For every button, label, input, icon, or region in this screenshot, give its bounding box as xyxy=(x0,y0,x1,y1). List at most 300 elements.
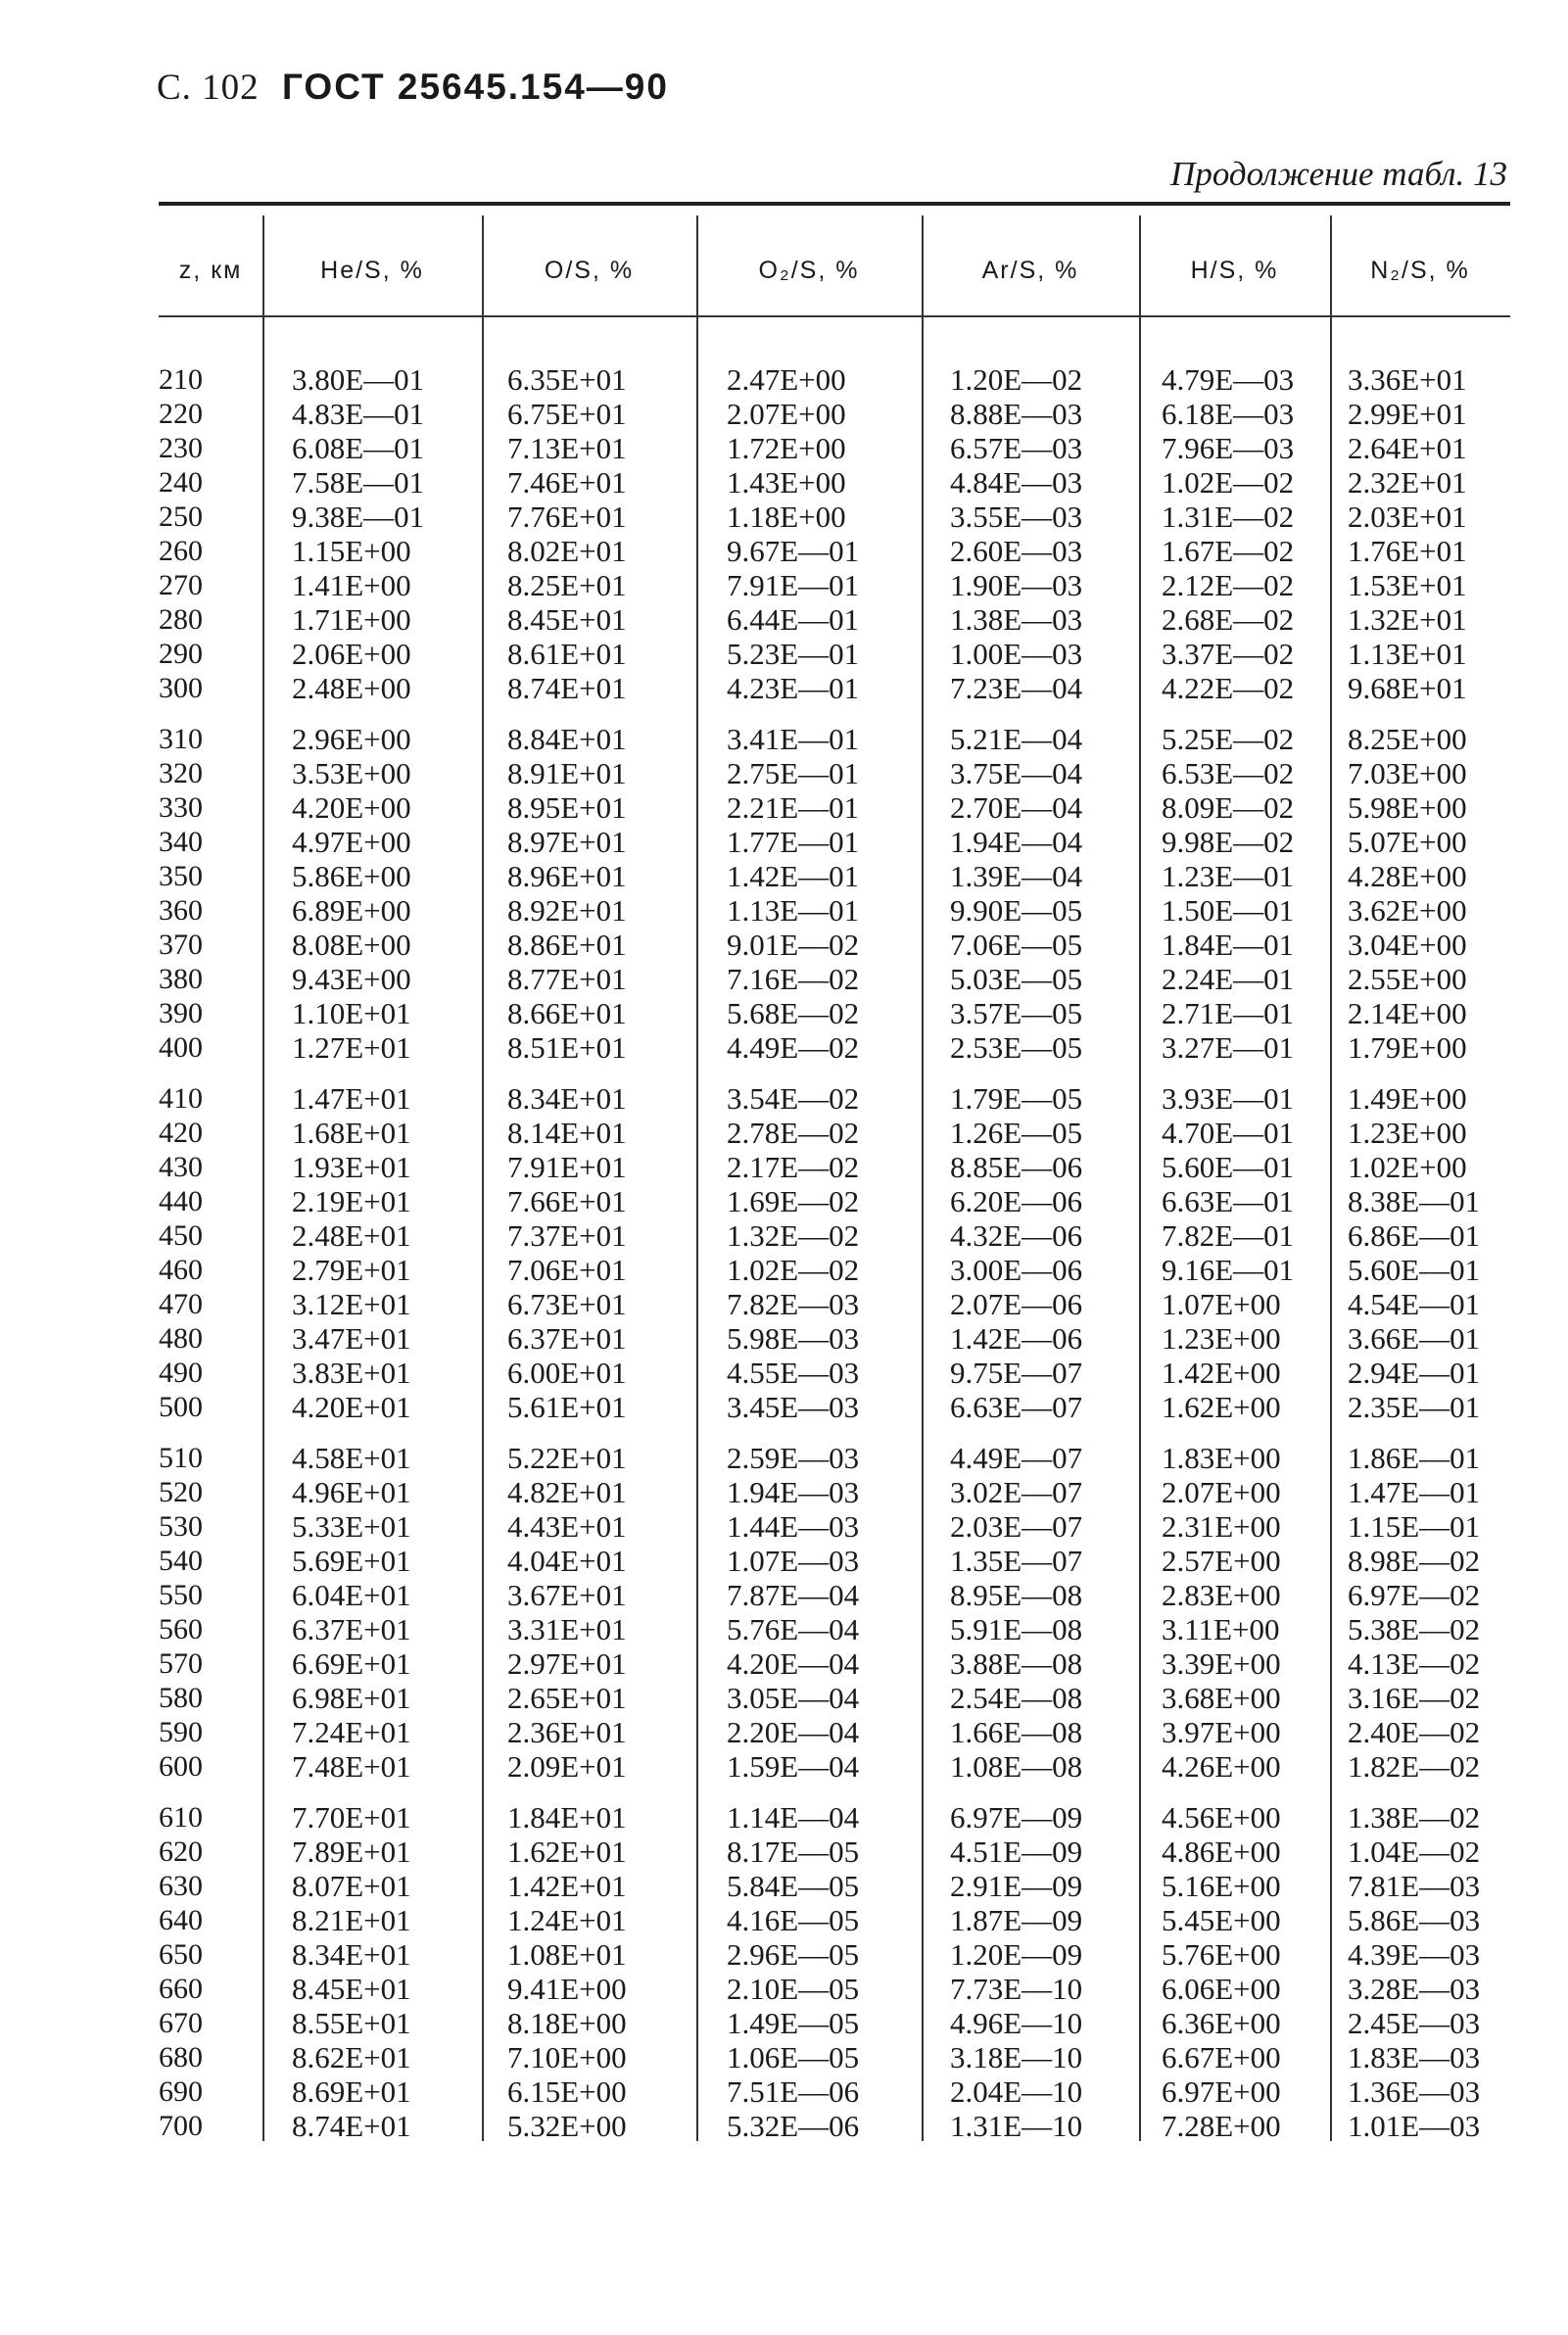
value-cell: 6.37E+01 xyxy=(507,1321,627,1356)
value-cell: 3.02E—07 xyxy=(950,1475,1083,1509)
altitude-cell: 240 xyxy=(159,466,203,499)
table-row xyxy=(159,671,1510,705)
value-cell: 1.84E+01 xyxy=(507,1800,627,1835)
value-cell: 4.83E—01 xyxy=(292,397,425,431)
value-cell: 7.06E—05 xyxy=(950,928,1083,962)
value-cell: 8.25E+00 xyxy=(1348,722,1467,756)
value-cell: 1.01E—03 xyxy=(1348,2109,1481,2143)
value-cell: 8.84E+01 xyxy=(507,722,627,756)
table-row xyxy=(159,893,1510,928)
altitude-cell: 690 xyxy=(159,2075,203,2108)
value-cell: 6.75E+01 xyxy=(507,397,627,431)
value-cell: 8.61E+01 xyxy=(507,637,627,671)
value-cell: 1.24E+01 xyxy=(507,1903,627,1937)
value-cell: 8.34E+01 xyxy=(507,1081,627,1116)
value-cell: 2.65E+01 xyxy=(507,1681,627,1715)
value-cell: 6.67E+00 xyxy=(1162,2040,1281,2074)
value-cell: 1.53E+01 xyxy=(1348,568,1467,602)
value-cell: 1.79E+00 xyxy=(1348,1030,1467,1065)
value-cell: 5.07E+00 xyxy=(1348,825,1467,859)
table-row xyxy=(159,790,1510,825)
table-row xyxy=(159,1150,1510,1184)
value-cell: 4.13E—02 xyxy=(1348,1646,1481,1681)
table-row xyxy=(159,1184,1510,1218)
table-row xyxy=(159,568,1510,602)
value-cell: 2.48E+01 xyxy=(292,1218,411,1253)
table-row xyxy=(159,1544,1510,1578)
value-cell: 7.10E+00 xyxy=(507,2040,627,2074)
value-cell: 7.03E+00 xyxy=(1348,756,1467,790)
value-cell: 6.20E—06 xyxy=(950,1184,1083,1218)
table-row xyxy=(159,2074,1510,2109)
value-cell: 2.09E+01 xyxy=(507,1749,627,1784)
altitude-cell: 520 xyxy=(159,1476,203,1508)
table-top-rule xyxy=(159,202,1510,206)
value-cell: 4.20E—04 xyxy=(727,1646,860,1681)
value-cell: 1.31E—10 xyxy=(950,2109,1083,2143)
value-cell: 2.96E+00 xyxy=(292,722,411,756)
altitude-cell: 530 xyxy=(159,1510,203,1543)
altitude-cell: 300 xyxy=(159,672,203,704)
altitude-cell: 620 xyxy=(159,1835,203,1868)
value-cell: 1.94E—03 xyxy=(727,1475,860,1509)
value-cell: 1.35E—07 xyxy=(950,1544,1083,1578)
value-cell: 2.35E—01 xyxy=(1348,1390,1481,1424)
value-cell: 3.55E—03 xyxy=(950,500,1083,534)
value-cell: 1.15E+00 xyxy=(292,534,411,568)
value-cell: 2.64E+01 xyxy=(1348,431,1467,465)
value-cell: 1.93E+01 xyxy=(292,1150,411,1184)
altitude-cell: 270 xyxy=(159,569,203,601)
table-row xyxy=(159,2109,1510,2143)
value-cell: 2.03E—07 xyxy=(950,1509,1083,1544)
value-cell: 1.00E—03 xyxy=(950,637,1083,671)
value-cell: 6.69E+01 xyxy=(292,1646,411,1681)
table-row xyxy=(159,1869,1510,1903)
value-cell: 3.62E+00 xyxy=(1348,893,1467,928)
value-cell: 4.28E+00 xyxy=(1348,859,1467,893)
value-cell: 4.16E—05 xyxy=(727,1903,860,1937)
value-cell: 3.80E—01 xyxy=(292,362,425,397)
value-cell: 5.38E—02 xyxy=(1348,1612,1481,1646)
value-cell: 3.83E+01 xyxy=(292,1356,411,1390)
value-cell: 4.79E—03 xyxy=(1162,362,1295,397)
value-cell: 1.07E—03 xyxy=(727,1544,860,1578)
value-cell: 8.86E+01 xyxy=(507,928,627,962)
value-cell: 4.43E+01 xyxy=(507,1509,627,1544)
value-cell: 4.82E+01 xyxy=(507,1475,627,1509)
value-cell: 4.32E—06 xyxy=(950,1218,1083,1253)
value-cell: 8.02E+01 xyxy=(507,534,627,568)
value-cell: 8.17E—05 xyxy=(727,1835,860,1869)
value-cell: 3.37E—02 xyxy=(1162,637,1295,671)
value-cell: 5.21E—04 xyxy=(950,722,1083,756)
value-cell: 6.63E—07 xyxy=(950,1390,1083,1424)
value-cell: 8.21E+01 xyxy=(292,1903,411,1937)
value-cell: 2.96E—05 xyxy=(727,1937,860,1972)
value-cell: 3.97E+00 xyxy=(1162,1715,1281,1749)
value-cell: 6.97E+00 xyxy=(1162,2074,1281,2109)
value-cell: 1.26E—05 xyxy=(950,1116,1083,1150)
value-cell: 5.76E+00 xyxy=(1162,1937,1281,1972)
data-table xyxy=(159,202,1510,2141)
value-cell: 1.04E—02 xyxy=(1348,1835,1481,1869)
value-cell: 3.00E—06 xyxy=(950,1253,1083,1287)
altitude-cell: 540 xyxy=(159,1545,203,1577)
altitude-cell: 550 xyxy=(159,1579,203,1611)
table-row xyxy=(159,431,1510,465)
value-cell: 4.70E—01 xyxy=(1162,1116,1295,1150)
table-row xyxy=(159,1030,1510,1065)
value-cell: 2.03E+01 xyxy=(1348,500,1467,534)
value-cell: 2.75E—01 xyxy=(727,756,860,790)
value-cell: 5.98E+00 xyxy=(1348,790,1467,825)
value-cell: 9.67E—01 xyxy=(727,534,860,568)
value-cell: 1.49E—05 xyxy=(727,2006,860,2040)
value-cell: 4.22E—02 xyxy=(1162,671,1295,705)
value-cell: 2.31E+00 xyxy=(1162,1509,1281,1544)
value-cell: 9.98E—02 xyxy=(1162,825,1295,859)
value-cell: 2.79E+01 xyxy=(292,1253,411,1287)
value-cell: 8.97E+01 xyxy=(507,825,627,859)
value-cell: 1.49E+00 xyxy=(1348,1081,1467,1116)
value-cell: 2.70E—04 xyxy=(950,790,1083,825)
value-cell: 6.37E+01 xyxy=(292,1612,411,1646)
table-row xyxy=(159,602,1510,637)
table-row xyxy=(159,1321,1510,1356)
altitude-cell: 210 xyxy=(159,363,203,396)
altitude-cell: 340 xyxy=(159,826,203,858)
value-cell: 1.62E+01 xyxy=(507,1835,627,1869)
altitude-cell: 560 xyxy=(159,1613,203,1645)
value-cell: 1.47E+01 xyxy=(292,1081,411,1116)
value-cell: 5.91E—08 xyxy=(950,1612,1083,1646)
value-cell: 3.36E+01 xyxy=(1348,362,1467,397)
page-number: С. 102 xyxy=(157,68,260,108)
value-cell: 1.13E+01 xyxy=(1348,637,1467,671)
value-cell: 7.89E+01 xyxy=(292,1835,411,1869)
value-cell: 8.07E+01 xyxy=(292,1869,411,1903)
value-cell: 6.73E+01 xyxy=(507,1287,627,1321)
value-cell: 1.07E+00 xyxy=(1162,1287,1281,1321)
value-cell: 7.66E+01 xyxy=(507,1184,627,1218)
value-cell: 1.39E—04 xyxy=(950,859,1083,893)
value-cell: 1.68E+01 xyxy=(292,1116,411,1150)
table-row xyxy=(159,397,1510,431)
value-cell: 1.23E+00 xyxy=(1348,1116,1467,1150)
table-row xyxy=(159,1509,1510,1544)
column-header: z, км xyxy=(178,257,243,284)
value-cell: 3.05E—04 xyxy=(727,1681,860,1715)
value-cell: 5.32E+00 xyxy=(507,2109,627,2143)
value-cell: 8.95E—08 xyxy=(950,1578,1083,1612)
value-cell: 1.42E—01 xyxy=(727,859,860,893)
value-cell: 4.55E—03 xyxy=(727,1356,860,1390)
value-cell: 3.45E—03 xyxy=(727,1390,860,1424)
altitude-cell: 700 xyxy=(159,2110,203,2142)
altitude-cell: 570 xyxy=(159,1647,203,1680)
value-cell: 8.88E—03 xyxy=(950,397,1083,431)
value-cell: 1.66E—08 xyxy=(950,1715,1083,1749)
value-cell: 5.84E—05 xyxy=(727,1869,860,1903)
value-cell: 2.07E—06 xyxy=(950,1287,1083,1321)
value-cell: 5.60E—01 xyxy=(1348,1253,1481,1287)
table-row xyxy=(159,1715,1510,1749)
table-row xyxy=(159,1287,1510,1321)
altitude-cell: 230 xyxy=(159,432,203,464)
table-row xyxy=(159,362,1510,397)
altitude-cell: 260 xyxy=(159,535,203,567)
value-cell: 8.98E—02 xyxy=(1348,1544,1481,1578)
value-cell: 8.08E+00 xyxy=(292,928,411,962)
value-cell: 6.15E+00 xyxy=(507,2074,627,2109)
value-cell: 1.42E+01 xyxy=(507,1869,627,1903)
altitude-cell: 480 xyxy=(159,1322,203,1355)
altitude-cell: 660 xyxy=(159,1973,203,2005)
value-cell: 9.90E—05 xyxy=(950,893,1083,928)
table-row xyxy=(159,1390,1510,1424)
altitude-cell: 390 xyxy=(159,997,203,1029)
value-cell: 2.78E—02 xyxy=(727,1116,860,1150)
value-cell: 4.84E—03 xyxy=(950,465,1083,500)
value-cell: 5.45E+00 xyxy=(1162,1903,1281,1937)
value-cell: 7.73E—10 xyxy=(950,1972,1083,2006)
table-row xyxy=(159,1749,1510,1784)
value-cell: 1.10E+01 xyxy=(292,996,411,1030)
value-cell: 8.38E—01 xyxy=(1348,1184,1481,1218)
value-cell: 4.23E—01 xyxy=(727,671,860,705)
altitude-cell: 600 xyxy=(159,1750,203,1783)
value-cell: 6.89E+00 xyxy=(292,893,411,928)
table-row xyxy=(159,1937,1510,1972)
value-cell: 5.86E—03 xyxy=(1348,1903,1481,1937)
value-cell: 8.96E+01 xyxy=(507,859,627,893)
value-cell: 5.76E—04 xyxy=(727,1612,860,1646)
column-header: Ar/S, % xyxy=(981,257,1079,284)
value-cell: 6.57E—03 xyxy=(950,431,1083,465)
value-cell: 7.46E+01 xyxy=(507,465,627,500)
value-cell: 5.16E+00 xyxy=(1162,1869,1281,1903)
value-cell: 7.48E+01 xyxy=(292,1749,411,1784)
value-cell: 7.51E—06 xyxy=(727,2074,860,2109)
column-header: He/S, % xyxy=(320,257,424,284)
value-cell: 9.75E—07 xyxy=(950,1356,1083,1390)
value-cell: 3.53E+00 xyxy=(292,756,411,790)
table-row xyxy=(159,1356,1510,1390)
value-cell: 4.54E—01 xyxy=(1348,1287,1481,1321)
value-cell: 4.56E+00 xyxy=(1162,1800,1281,1835)
table-row xyxy=(159,1441,1510,1475)
altitude-cell: 290 xyxy=(159,638,203,670)
value-cell: 7.23E—04 xyxy=(950,671,1083,705)
value-cell: 7.91E—01 xyxy=(727,568,860,602)
value-cell: 6.18E—03 xyxy=(1162,397,1295,431)
value-cell: 6.53E—02 xyxy=(1162,756,1295,790)
value-cell: 3.67E+01 xyxy=(507,1578,627,1612)
value-cell: 3.11E+00 xyxy=(1162,1612,1280,1646)
value-cell: 3.66E—01 xyxy=(1348,1321,1481,1356)
value-cell: 1.62E+00 xyxy=(1162,1390,1281,1424)
value-cell: 1.71E+00 xyxy=(292,602,411,637)
value-cell: 3.41E—01 xyxy=(727,722,860,756)
value-cell: 6.86E—01 xyxy=(1348,1218,1481,1253)
column-header: H/S, % xyxy=(1190,257,1279,284)
value-cell: 6.44E—01 xyxy=(727,602,860,637)
value-cell: 5.23E—01 xyxy=(727,637,860,671)
value-cell: 7.37E+01 xyxy=(507,1218,627,1253)
value-cell: 8.85E—06 xyxy=(950,1150,1083,1184)
value-cell: 8.18E+00 xyxy=(507,2006,627,2040)
value-cell: 8.45E+01 xyxy=(292,1972,411,2006)
value-cell: 1.02E—02 xyxy=(1162,465,1295,500)
value-cell: 1.31E—02 xyxy=(1162,500,1295,534)
value-cell: 4.96E—10 xyxy=(950,2006,1083,2040)
value-cell: 8.77E+01 xyxy=(507,962,627,996)
value-cell: 2.47E+00 xyxy=(727,362,846,397)
value-cell: 3.27E—01 xyxy=(1162,1030,1295,1065)
value-cell: 7.16E—02 xyxy=(727,962,860,996)
value-cell: 1.36E—03 xyxy=(1348,2074,1481,2109)
table-row xyxy=(159,996,1510,1030)
altitude-cell: 500 xyxy=(159,1391,203,1423)
value-cell: 2.19E+01 xyxy=(292,1184,411,1218)
altitude-cell: 250 xyxy=(159,500,203,533)
value-cell: 1.76E+01 xyxy=(1348,534,1467,568)
table-row xyxy=(159,1681,1510,1715)
value-cell: 8.09E—02 xyxy=(1162,790,1295,825)
altitude-cell: 640 xyxy=(159,1904,203,1936)
page-header xyxy=(157,67,669,109)
value-cell: 8.91E+01 xyxy=(507,756,627,790)
value-cell: 7.70E+01 xyxy=(292,1800,411,1835)
value-cell: 1.23E+00 xyxy=(1162,1321,1281,1356)
altitude-cell: 220 xyxy=(159,398,203,430)
value-cell: 4.49E—02 xyxy=(727,1030,860,1065)
value-cell: 4.49E—07 xyxy=(950,1441,1083,1475)
table-row xyxy=(159,2006,1510,2040)
value-cell: 6.97E—02 xyxy=(1348,1578,1481,1612)
value-cell: 1.87E—09 xyxy=(950,1903,1083,1937)
table-row xyxy=(159,534,1510,568)
altitude-cell: 400 xyxy=(159,1031,203,1064)
value-cell: 2.06E+00 xyxy=(292,637,411,671)
value-cell: 2.17E—02 xyxy=(727,1150,860,1184)
value-cell: 6.98E+01 xyxy=(292,1681,411,1715)
value-cell: 7.76E+01 xyxy=(507,500,627,534)
altitude-cell: 370 xyxy=(159,929,203,961)
value-cell: 5.98E—03 xyxy=(727,1321,860,1356)
altitude-cell: 430 xyxy=(159,1151,203,1183)
value-cell: 7.96E—03 xyxy=(1162,431,1295,465)
table-row xyxy=(159,825,1510,859)
value-cell: 1.44E—03 xyxy=(727,1509,860,1544)
altitude-cell: 350 xyxy=(159,860,203,892)
value-cell: 1.27E+01 xyxy=(292,1030,411,1065)
value-cell: 5.68E—02 xyxy=(727,996,860,1030)
value-cell: 4.20E+01 xyxy=(292,1390,411,1424)
value-cell: 2.97E+01 xyxy=(507,1646,627,1681)
value-cell: 6.06E+00 xyxy=(1162,1972,1281,2006)
value-cell: 1.20E—09 xyxy=(950,1937,1083,1972)
value-cell: 8.51E+01 xyxy=(507,1030,627,1065)
value-cell: 8.45E+01 xyxy=(507,602,627,637)
value-cell: 1.13E—01 xyxy=(727,893,860,928)
value-cell: 2.71E—01 xyxy=(1162,996,1295,1030)
value-cell: 2.54E—08 xyxy=(950,1681,1083,1715)
value-cell: 1.06E—05 xyxy=(727,2040,860,2074)
value-cell: 2.24E—01 xyxy=(1162,962,1295,996)
altitude-cell: 330 xyxy=(159,791,203,824)
value-cell: 1.86E—01 xyxy=(1348,1441,1481,1475)
value-cell: 4.97E+00 xyxy=(292,825,411,859)
value-cell: 7.91E+01 xyxy=(507,1150,627,1184)
altitude-cell: 610 xyxy=(159,1801,203,1834)
table-row xyxy=(159,500,1510,534)
value-cell: 2.91E—09 xyxy=(950,1869,1083,1903)
value-cell: 4.39E—03 xyxy=(1348,1937,1481,1972)
altitude-cell: 420 xyxy=(159,1117,203,1149)
value-cell: 2.40E—02 xyxy=(1348,1715,1481,1749)
table-row xyxy=(159,1475,1510,1509)
altitude-cell: 360 xyxy=(159,894,203,927)
value-cell: 3.16E—02 xyxy=(1348,1681,1481,1715)
value-cell: 2.59E—03 xyxy=(727,1441,860,1475)
value-cell: 1.94E—04 xyxy=(950,825,1083,859)
value-cell: 4.04E+01 xyxy=(507,1544,627,1578)
value-cell: 3.54E—02 xyxy=(727,1081,860,1116)
value-cell: 7.87E—04 xyxy=(727,1578,860,1612)
table-row xyxy=(159,1081,1510,1116)
value-cell: 3.31E+01 xyxy=(507,1612,627,1646)
value-cell: 1.42E—06 xyxy=(950,1321,1083,1356)
value-cell: 7.24E+01 xyxy=(292,1715,411,1749)
value-cell: 1.77E—01 xyxy=(727,825,860,859)
value-cell: 7.58E—01 xyxy=(292,465,425,500)
value-cell: 1.41E+00 xyxy=(292,568,411,602)
table-row xyxy=(159,1116,1510,1150)
table-row xyxy=(159,1253,1510,1287)
value-cell: 8.25E+01 xyxy=(507,568,627,602)
value-cell: 2.57E+00 xyxy=(1162,1544,1281,1578)
value-cell: 1.50E—01 xyxy=(1162,893,1295,928)
value-cell: 3.68E+00 xyxy=(1162,1681,1281,1715)
table-row xyxy=(159,1612,1510,1646)
altitude-cell: 490 xyxy=(159,1357,203,1389)
altitude-cell: 590 xyxy=(159,1716,203,1748)
value-cell: 6.04E+01 xyxy=(292,1578,411,1612)
value-cell: 5.60E—01 xyxy=(1162,1150,1295,1184)
value-cell: 2.99E+01 xyxy=(1348,397,1467,431)
value-cell: 7.82E—01 xyxy=(1162,1218,1295,1253)
value-cell: 4.26E+00 xyxy=(1162,1749,1281,1784)
table-row xyxy=(159,637,1510,671)
value-cell: 1.79E—05 xyxy=(950,1081,1083,1116)
value-cell: 2.45E—03 xyxy=(1348,2006,1481,2040)
value-cell: 8.62E+01 xyxy=(292,2040,411,2074)
value-cell: 9.38E—01 xyxy=(292,500,425,534)
value-cell: 1.84E—01 xyxy=(1162,928,1295,962)
altitude-cell: 460 xyxy=(159,1254,203,1286)
value-cell: 1.42E+00 xyxy=(1162,1356,1281,1390)
value-cell: 2.21E—01 xyxy=(727,790,860,825)
value-cell: 6.36E+00 xyxy=(1162,2006,1281,2040)
value-cell: 2.20E—04 xyxy=(727,1715,860,1749)
table-row xyxy=(159,1835,1510,1869)
value-cell: 8.66E+01 xyxy=(507,996,627,1030)
value-cell: 6.97E—09 xyxy=(950,1800,1083,1835)
value-cell: 3.75E—04 xyxy=(950,756,1083,790)
value-cell: 1.69E—02 xyxy=(727,1184,860,1218)
